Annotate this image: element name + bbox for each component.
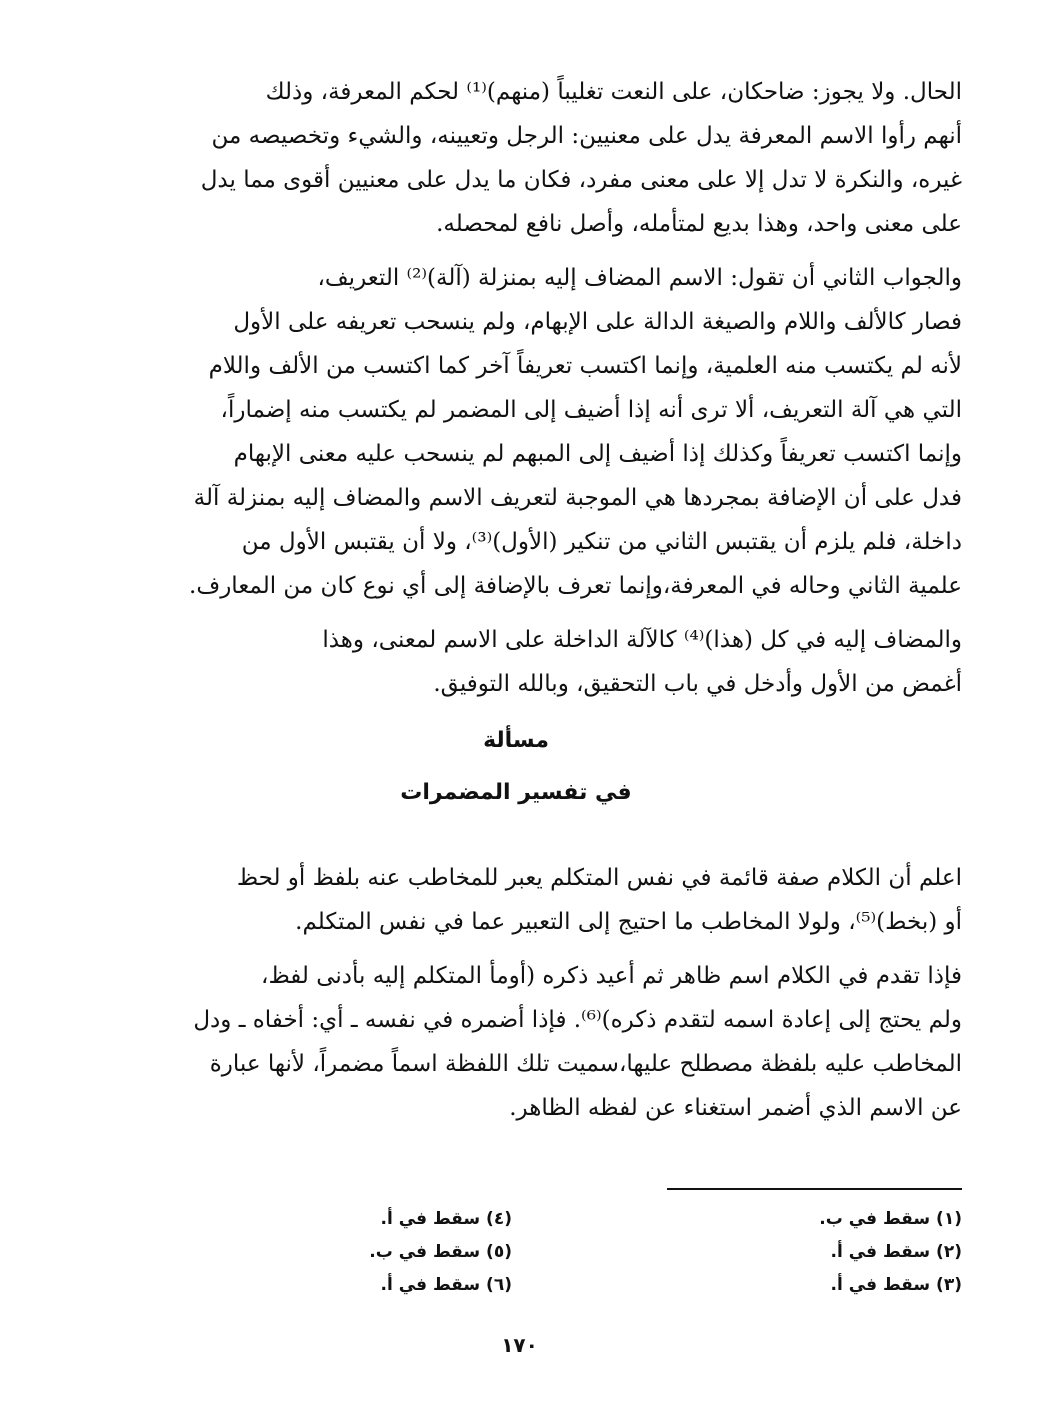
text-line: أغمض من الأول وأدخل في باب التحقيق، وبالله التوفيق. [433, 671, 962, 697]
paragraph-1 [70, 70, 962, 246]
text-line: علمية الثاني وحاله في المعرفة،وإنما تعرف بالإضافة إلى أي نوع كان من المعارف. [189, 573, 962, 599]
text-line: لأنه لم يكتسب منه العلمية، وإنما اكتسب تعريفاً آخر كما اكتسب من الألف واللام [208, 353, 962, 379]
text-line: فصار كالألف واللام والصيغة الدالة على الإبهام، ولم ينسحب تعريفه على الأول [233, 309, 962, 335]
text-line: فدل على أن الإضافة بمجردها هي الموجبة لتعريف الاسم والمضاف إليه بمنزلة آلة [193, 485, 962, 511]
text-line: أنهم رأوا الاسم المعرفة يدل على معنيين: الرجل وتعيينه، والشيء وتخصيصه من [211, 123, 962, 149]
text-line: والجواب الثاني أن تقول: الاسم المضاف إليه بمنزلة (آلة)⁽²⁾ التعريف، [317, 265, 962, 291]
text-line: التي هي آلة التعريف، ألا ترى أنه إذا أضيف إلى المضمر لم يكتسب منه إضماراً، [220, 397, 962, 423]
footnote-divider [667, 1188, 962, 1190]
text-line: فإذا تقدم في الكلام اسم ظاهر ثم أعيد ذكره (أومأ المتكلم إليه بأدنى لفظ، [261, 963, 962, 989]
footnotes-right-column [762, 1203, 962, 1302]
footnote: (٢) سقط في أ. [830, 1242, 962, 1262]
paragraph-2 [70, 256, 962, 608]
text-line: غيره، والنكرة لا تدل إلا على معنى مفرد، فكان ما يدل على معنيين أقوى مما يدل [200, 167, 962, 193]
page-body [70, 70, 962, 1140]
text-line: على معنى واحد، وهذا بديع لمتأمله، وأصل نافع لمحصله. [436, 211, 962, 237]
footnote: (٤) سقط في أ. [380, 1209, 512, 1229]
page-number: ١٧٠ [501, 1333, 538, 1357]
text-line: الحال. ولا يجوز: ضاحكان، على النعت تغليباً (منهم)⁽¹⁾ لحكم المعرفة، وذلك [265, 79, 962, 105]
text-line: عن الاسم الذي أضمر استغناء عن لفظه الظاهر. [509, 1095, 962, 1121]
text-line: ولم يحتج إلى إعادة اسمه لتقدم ذكره)⁽⁶⁾. فإذا أضمره في نفسه ـ أي: أخفاه ـ ودل [193, 1007, 962, 1033]
paragraph-4 [70, 856, 962, 944]
paragraph-3 [70, 618, 962, 706]
text-line: المخاطب عليه بلفظة مصطلح عليها،سميت تلك اللفظة اسماً مضمراً، لأنها عبارة [209, 1051, 962, 1077]
text-line: وإنما اكتسب تعريفاً وكذلك إذا أضيف إلى المبهم لم ينسحب عليه معنى الإبهام [233, 441, 962, 467]
text-line: أو (بخط)⁽⁵⁾، ولولا المخاطب ما احتيج إلى التعبير عما في نفس المتكلم. [295, 909, 962, 935]
footnote: (٣) سقط في أ. [830, 1275, 962, 1295]
footnotes-left-column [312, 1203, 512, 1302]
section-title: في تفسير المضمرات [400, 780, 632, 805]
footnote: (٦) سقط في أ. [380, 1275, 512, 1295]
text-line: داخلة، فلم يلزم أن يقتبس الثاني من تنكير (الأول)⁽³⁾، ولا أن يقتبس الأول من [241, 529, 962, 555]
footnote: (٥) سقط في ب. [369, 1242, 512, 1262]
text-line: والمضاف إليه في كل (هذا)⁽⁴⁾ كالآلة الداخلة على الاسم لمعنى، وهذا [322, 627, 962, 653]
section-heading-masala: مسألة [483, 728, 549, 753]
footnote: (١) سقط في ب. [819, 1209, 962, 1229]
text-line: اعلم أن الكلام صفة قائمة في نفس المتكلم يعبر للمخاطب عنه بلفظ أو لحظ [236, 865, 962, 891]
paragraph-5 [70, 954, 962, 1130]
